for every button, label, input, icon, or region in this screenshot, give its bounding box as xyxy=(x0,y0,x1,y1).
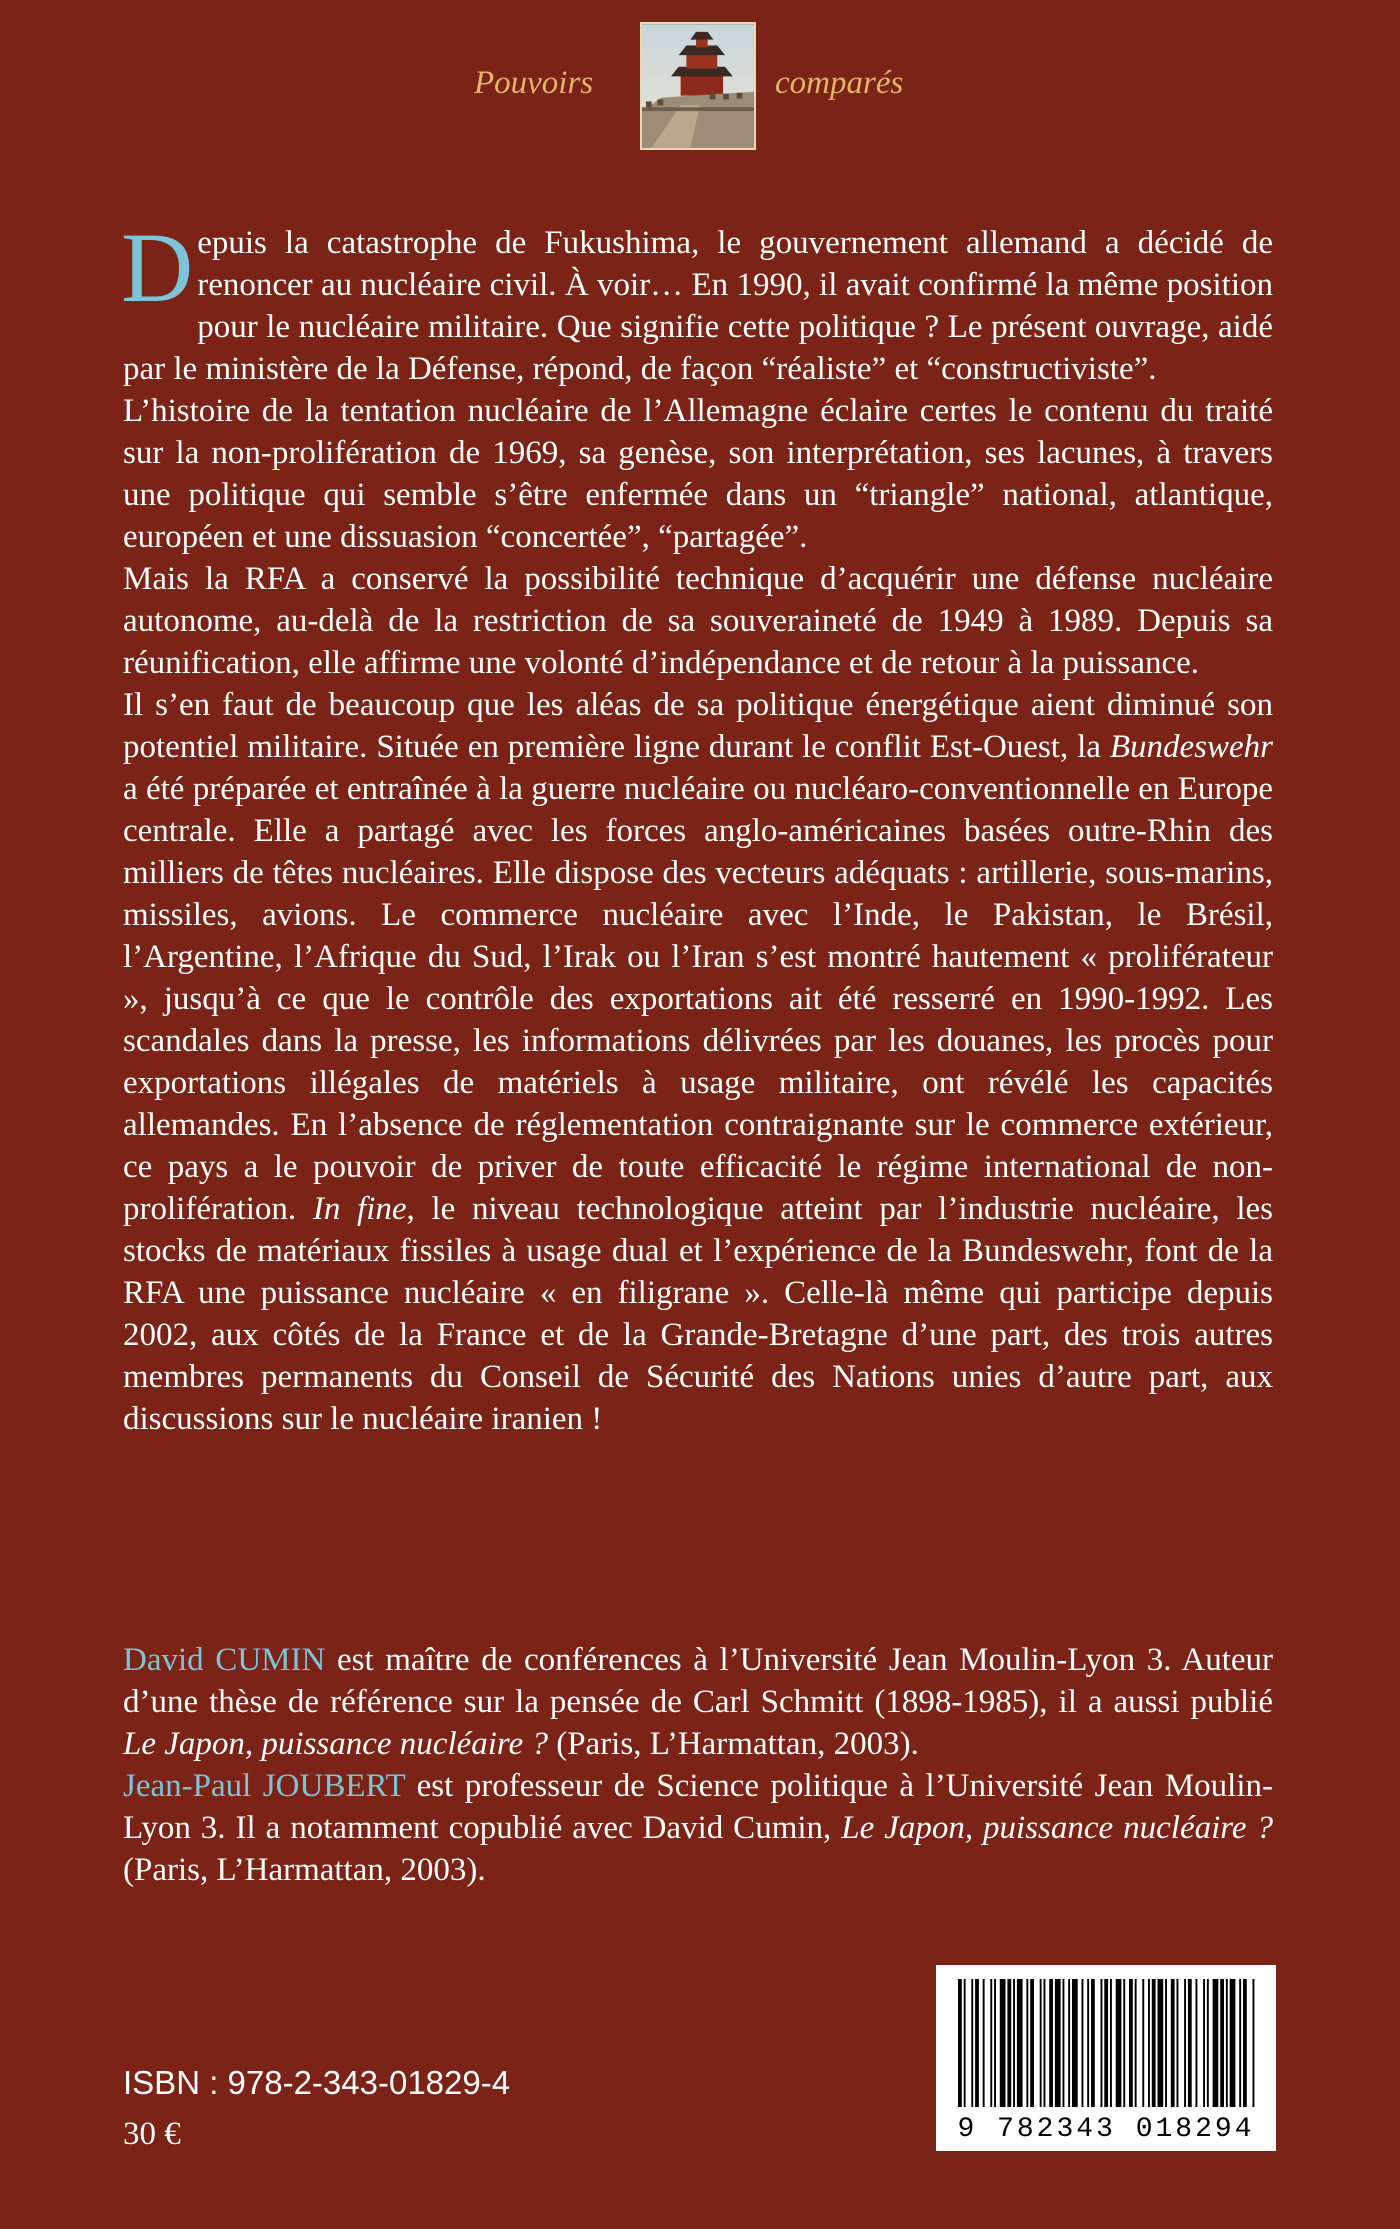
blurb-p4-part-b: a été préparée et entraînée à la guerre nucléaire ou nucléaro-conventionnelle en Europe centrale. Elle a partagé avec les forces anglo-américaines basées outre-Rhin des milliers de têtes nucléaires. Elle dispose des vecteurs adéquats : artillerie, sous-marins, missiles, avions. Le commerce nucléaire avec l’Inde, le Pakistan, le Brésil, l’Argentine, l’Afrique du Sud, l’Irak ou l’Iran s’est montré hautement « proliférateur », jusqu’à ce que le contrôle des exportations ait été resserré en 1990-1992. Les scandales dans la presse, les informations délivrées par les douanes, les procès pour exportations illégales de matériels à usage militaire, ont révélé les capacités allemandes. En l’absence de réglementation contraignante sur le commerce extérieur, ce pays a le pouvoir de priver de toute efficacité le régime international de non-prolifération. xyxy=(123,771,1273,1227)
barcode-bar xyxy=(1072,1979,1078,2107)
barcode-bar xyxy=(975,1979,979,2107)
author-bio-2 xyxy=(123,1765,1273,1891)
barcode-bar xyxy=(1000,1979,1006,2107)
author-bio-2-text: est professeur de Science politique à l’Université Jean Moulin-Lyon 3. Il a notamment copublié avec David Cumin, xyxy=(123,1768,1273,1846)
barcode-bar xyxy=(1239,1979,1241,2107)
barcode-bar xyxy=(1142,1979,1144,2107)
barcode-digits: 9 782343 018294 xyxy=(957,2114,1255,2145)
barcode-bar xyxy=(1030,1979,1034,2107)
barcode-bar xyxy=(1055,1979,1061,2107)
barcode-bar xyxy=(964,1979,966,2107)
blurb-paragraph-3: Mais la RFA a conservé la possibilité technique d’acquérir une défense nucléaire autonome, au-delà de la restriction de sa souveraineté de 1949 à 1989. Depuis sa réunification, elle affirme une volonté d’indépendance et de retour à la puissance. xyxy=(123,561,1273,681)
barcode-bars xyxy=(936,1965,1276,2115)
blurb-p4-italic-in-fine: In fine xyxy=(312,1191,407,1227)
barcode-bar xyxy=(1068,1979,1070,2107)
barcode-bar xyxy=(1177,1979,1179,2107)
barcode-bar xyxy=(1013,1979,1015,2107)
barcode-bar xyxy=(1110,1979,1112,2107)
blurb-paragraph-1-text: epuis la catastrophe de Fukushima, le gouvernement allemand a décidé de renoncer au nucléaire civil. À voir… En 1990, il avait confirmé la même position pour le nucléaire militaire. Que signifie cette politique ? Le présent ouvrage, aidé par le ministère de la Défense, répond, de façon “réaliste” et “constructiviste”. xyxy=(123,225,1273,387)
author-name-2: Jean-Paul JOUBERT xyxy=(123,1768,406,1804)
price-label: 30 € xyxy=(123,2116,181,2152)
barcode-bar xyxy=(1148,1979,1150,2107)
pagoda-image xyxy=(642,24,754,148)
barcode-bar xyxy=(1007,1979,1011,2107)
barcode-bar xyxy=(1188,1979,1192,2107)
series-logo-image xyxy=(640,22,756,150)
series-title-left: Pouvoirs xyxy=(474,65,594,101)
blurb-paragraph-2: L’histoire de la tentation nucléaire de l’Allemagne éclaire certes le contenu du traité sur la non-prolifération de 1969, sa genèse, son interprétation, ses lacunes, à travers une politique qui semble s’être enfermée dans un “triangle” national, atlantique, européen et une dissuasion “concertée”, “partagée”. xyxy=(123,393,1273,555)
barcode-bar xyxy=(1091,1979,1095,2107)
blurb-p4-part-a: Il s’en faut de beaucoup que les aléas de sa politique énergétique aient diminué son potentiel militaire. Située en première ligne durant le conflit Est-Ouest, la xyxy=(123,687,1273,765)
barcode-bar xyxy=(1129,1979,1133,2107)
author-bio-1-book: Le Japon, puissance nucléaire ? xyxy=(123,1726,548,1762)
barcode-bar xyxy=(1049,1979,1053,2107)
barcode-bar xyxy=(958,1979,962,2107)
barcode-bar xyxy=(994,1979,996,2107)
author-bio-2-book: Le Japon, puissance nucléaire ? xyxy=(841,1810,1273,1846)
barcode-bar xyxy=(1116,1979,1122,2107)
barcode-bar xyxy=(1082,1979,1084,2107)
barcode-bar xyxy=(983,1979,985,2107)
barcode-bar xyxy=(1213,1979,1219,2107)
author-bio-1-tail: (Paris, L’Harmattan, 2003). xyxy=(547,1726,919,1762)
series-header xyxy=(0,22,1400,150)
barcode-bar xyxy=(1101,1979,1103,2107)
barcode-bar xyxy=(1087,1979,1089,2107)
barcode-bar xyxy=(1135,1979,1137,2107)
barcode-bar xyxy=(1207,1979,1209,2107)
author-name-1: David CUMIN xyxy=(123,1642,326,1678)
barcode xyxy=(936,1965,1276,2151)
barcode-bar xyxy=(1165,1979,1167,2107)
dropcap-letter: D xyxy=(121,212,194,323)
barcode-bar xyxy=(1184,1979,1186,2107)
barcode-bar xyxy=(990,1979,992,2107)
isbn-label: ISBN : 978-2-343-01829-4 xyxy=(123,2064,511,2101)
barcode-bar xyxy=(1017,1979,1023,2107)
barcode-bar xyxy=(971,1979,973,2107)
barcode-bar xyxy=(1253,1979,1255,2107)
barcode-bar xyxy=(1063,1979,1065,2107)
author-bio-1 xyxy=(123,1639,1273,1765)
barcode-bar xyxy=(1123,1979,1125,2107)
barcode-bar xyxy=(1196,1979,1198,2107)
series-title-right: comparés xyxy=(775,65,904,101)
blurb-p4-italic-bundeswehr: Bundeswehr xyxy=(1109,729,1273,765)
blurb-p4-part-c: , le niveau technologique atteint par l’industrie nucléaire, les stocks de matériaux fissiles à usage dual et l’expérience de la Bundeswehr, font de la RFA une puissance nucléaire « en filigrane ». Celle-là même qui participe depuis 2002, aux côtés de la France et de la Grande-Bretagne d’une part, des trois autres membres permanents du Conseil de Sécurité des Nations unies d’autre part, aux discussions sur le nucléaire iranien ! xyxy=(123,1191,1273,1437)
barcode-bar xyxy=(1230,1979,1236,2107)
back-cover-blurb xyxy=(121,212,1273,1440)
barcode-bar xyxy=(1026,1979,1028,2107)
barcode-bar xyxy=(1152,1979,1156,2107)
barcode-bar xyxy=(1044,1979,1046,2107)
author-bio-2-tail: (Paris, L’Harmattan, 2003). xyxy=(123,1852,486,1888)
barcode-bar xyxy=(1243,1979,1247,2107)
barcode-bar xyxy=(1226,1979,1228,2107)
blurb-paragraph-1 xyxy=(121,212,1273,390)
barcode-bar xyxy=(1203,1979,1205,2107)
barcode-bar xyxy=(1158,1979,1164,2107)
barcode-bar xyxy=(1220,1979,1224,2107)
barcode-bar xyxy=(1040,1979,1042,2107)
author-bio-1-text: est maître de conférences à l’Université Jean Moulin-Lyon 3. Auteur d’une thèse de référence sur la pensée de Carl Schmitt (1898-1985), il a aussi publié xyxy=(123,1642,1273,1720)
blurb-paragraph-4 xyxy=(123,684,1273,1440)
barcode-bar xyxy=(1171,1979,1175,2107)
barcode-bar xyxy=(1104,1979,1108,2107)
author-bios xyxy=(123,1639,1273,1891)
